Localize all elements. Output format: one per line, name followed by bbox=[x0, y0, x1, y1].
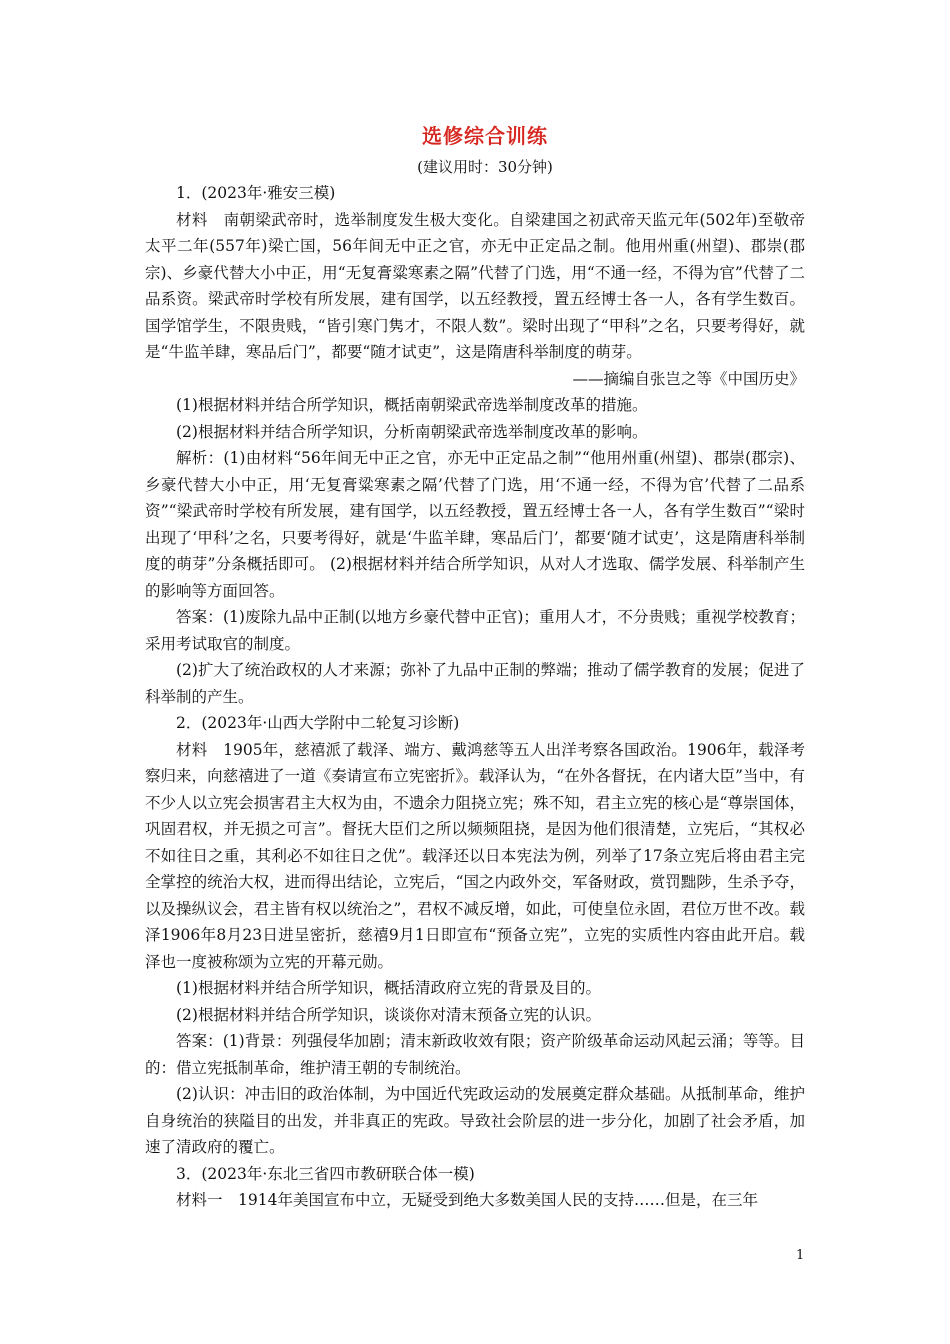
question-1-answer-1: 答案：(1)废除九品中正制(以地方乡豪代替中正官)；重用人才，不分贵贱；重视学校教育；采用考试取官的制度。 bbox=[145, 608, 805, 653]
question-1-sub-2: (2)根据材料并结合所学知识，分析南朝梁武帝选举制度改革的影响。 bbox=[176, 422, 648, 441]
question-2-sub-1: (1)根据材料并结合所学知识，概括清政府立宪的背景及目的。 bbox=[176, 979, 601, 997]
suggested-time: (建议用时：30分钟) bbox=[417, 158, 553, 176]
question-2-material: 材料 1905年，慈禧派了载泽、端方、戴鸿慈等五人出洋考察各国政治。1906年，载泽考察归来，向慈禧进了一道《奏请宣布立宪密折》。载泽认为，“在外各督抚，在内诸大臣”当中，有不少人以立宪会损害君主大权为由，不遗余力阻挠立宪；殊不知，君主立宪的核心是“尊崇国体，巩固君权，并无损之可言”。督抚大臣们之所以频频阻挠，是因为他们很清楚，立宪后，“其权必不如往日之重，其利必不如往日之优”。载泽还以日本宪法为例，列举了17条立宪后将由君主完全掌控的统治大权，进而得出结论，立宪后，“国之内政外交，军备财政，赏罚黜陟，生杀予夺，以及操纵议会，君主皆有权以统治之”，君权不减反增，如此，可使皇位永固，君位万世不改。载泽1906年8月23日进呈密折，慈禧9月1日即宣布“预备立宪”，立宪的实质性内容由此开启。载泽也一度被称颂为立宪的开幕元勋。 bbox=[145, 740, 805, 971]
question-3-material-1: 材料一 1914年美国宣布中立，无疑受到绝大多数美国人民的支持……但是，在三年 bbox=[176, 1191, 758, 1209]
question-1-sub-1: (1)根据材料并结合所学知识，概括南朝梁武帝选举制度改革的措施。 bbox=[176, 396, 648, 414]
question-1-source: ——摘编自张岂之等《中国历史》 bbox=[572, 369, 805, 388]
page-content bbox=[145, 118, 805, 1214]
question-2-answer-2: (2)认识：冲击旧的政治体制，为中国近代宪政运动的发展奠定群众基础。从抵制革命，维护自身统治的狭隘目的出发，并非真正的宪政。导致社会阶层的进一步分化，加剧了社会矛盾，加速了清政府的覆亡。 bbox=[145, 1085, 805, 1156]
page-title: 选修综合训练 bbox=[422, 124, 548, 148]
question-2-heading: 2．(2023年·山西大学附中二轮复习诊断) bbox=[176, 714, 460, 732]
question-1-material: 材料 南朝梁武帝时，选举制度发生极大变化。自梁建国之初武帝天监元年(502年)至敬帝太平二年(557年)梁亡国，56年间无中正之官，亦无中正定品之制。他用州重(州望)、郡崇(郡宗)、乡豪代替大小中正，用“无复膏粱寒素之隔”代替了门选，用“不通一经，不得为官”代替了二品系资。梁武帝时学校有所发展，建有国学，以五经教授，置五经博士各一人，各有学生数百。国学馆学生，不限贵贱，“皆引寒门隽才，不限人数”。梁时出现了“甲科”之名，只要考得好，就是“牛监羊肆，寒品后门”，都要“随才试吏”，这是隋唐科举制度的萌芽。 bbox=[145, 210, 805, 361]
question-2-sub-2: (2)根据材料并结合所学知识，谈谈你对清末预备立宪的认识。 bbox=[176, 1005, 601, 1024]
question-1-answer-2: (2)扩大了统治政权的人才来源；弥补了九品中正制的弊端；推动了儒学教育的发展；促进了科举制的产生。 bbox=[145, 661, 805, 706]
question-3-heading: 3．(2023年·东北三省四市教研联合体一模) bbox=[176, 1164, 475, 1183]
page-number: 1 bbox=[796, 1248, 805, 1263]
question-1-heading: 1．(2023年·雅安三模) bbox=[176, 184, 336, 202]
question-1-analysis: 解析：(1)由材料“56年间无中正之官，亦无中正定品之制”“他用州重(州望)、郡崇(郡宗)、乡豪代替大小中正，用‘无复膏粱寒素之隔’代替了门选，用‘不通一经，不得为官’代替了二品系资”“梁武帝时学校有所发展，建有国学，以五经教授，置五经博士各一人，各有学生数百”“梁时出现了‘甲科’之名，只要考得好，就是‘牛监羊肆，寒品后门’，都要‘随才试吏’，这是隋唐科举制度的萌芽”分条概括即可。 (2)根据材料并结合所学知识，从对人才选取、儒学发展、科举制产生的影响等方面回答。 bbox=[145, 449, 805, 600]
question-2-answer-1: 答案：(1)背景：列强侵华加剧；清末新政收效有限；资产阶级革命运动风起云涌；等等。目的：借立宪抵制革命，维护清王朝的专制统治。 bbox=[145, 1032, 805, 1077]
